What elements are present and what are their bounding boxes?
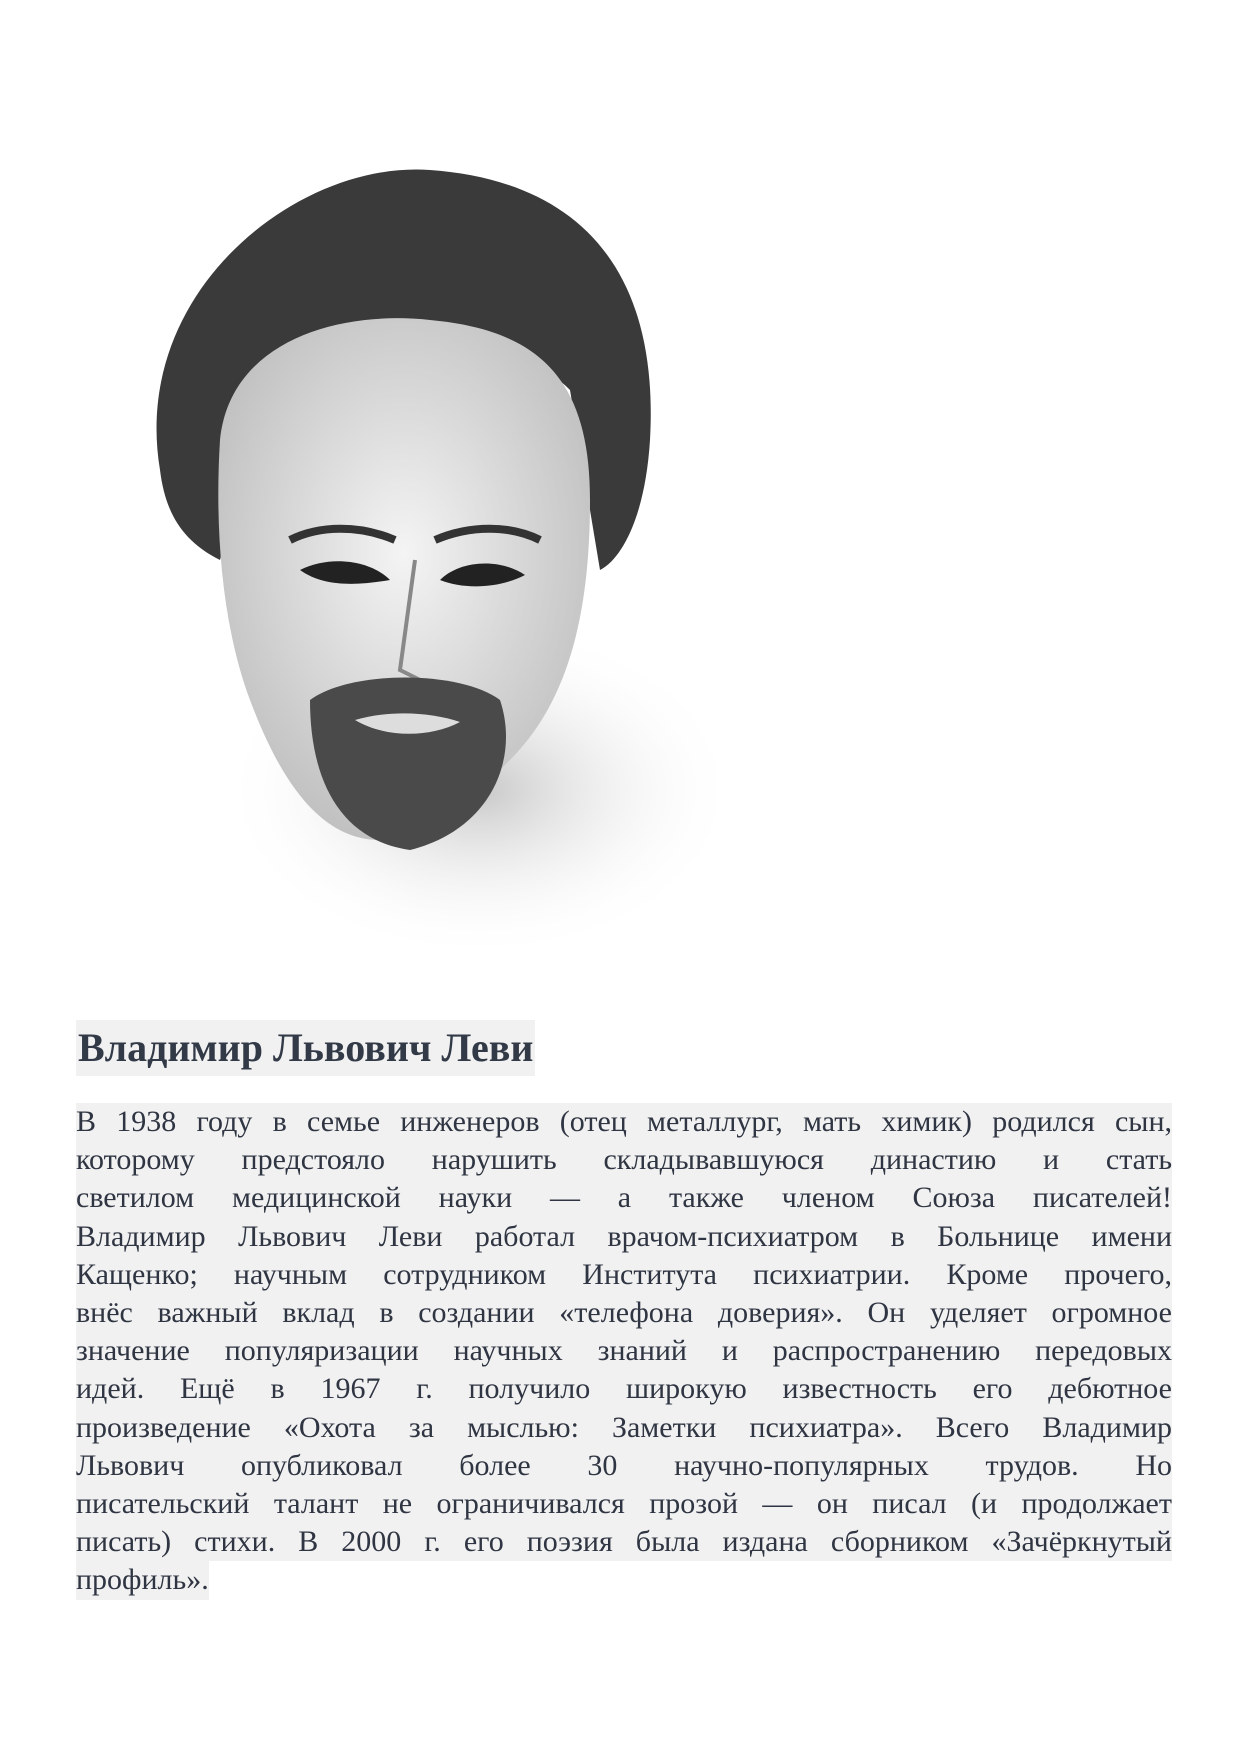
text-line: которому предстояло нарушить складывавшуюся династию и стать <box>76 1141 1172 1179</box>
text-line: Кащенко; научным сотрудником Института психиатрии. Кроме прочего, <box>76 1256 1172 1294</box>
text-line: внёс важный вклад в создании «телефона доверия». Он уделяет огромное <box>76 1294 1172 1332</box>
text-line: писать) стихи. В 2000 г. его поэзия была издана сборником «Зачёркнутый <box>76 1523 1172 1561</box>
text-line: Львович опубликовал более 30 научно-популярных трудов. Но <box>76 1447 1172 1485</box>
portrait-photo <box>100 140 730 950</box>
text-line: произведение «Охота за мыслью: Заметки психиатра». Всего Владимир <box>76 1409 1172 1447</box>
text-line: писательский талант не ограничивался прозой — он писал (и продолжает <box>76 1485 1172 1523</box>
page-title: Владимир Львович Леви <box>76 1020 535 1076</box>
text-line: идей. Ещё в 1967 г. получило широкую известность его дебютное <box>76 1370 1172 1408</box>
text-line: светилом медицинской науки — а также членом Союза писателей! <box>76 1179 1172 1217</box>
text-line: Владимир Львович Леви работал врачом-психиатром в Больнице имени <box>76 1218 1172 1256</box>
biography-paragraph <box>76 1103 1172 1600</box>
text-line: значение популяризации научных знаний и распространению передовых <box>76 1332 1172 1370</box>
text-line: профиль». <box>76 1561 209 1599</box>
text-line: В 1938 году в семье инженеров (отец металлург, мать химик) родился сын, <box>76 1103 1172 1141</box>
